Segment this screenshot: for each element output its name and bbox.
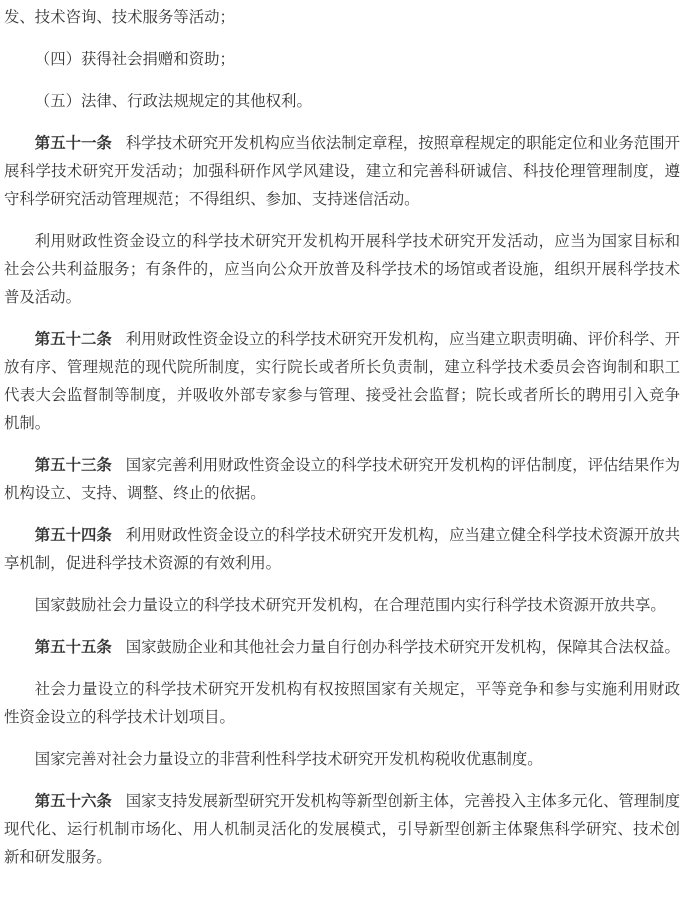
paragraph bbox=[4, 787, 680, 871]
article-number: 第五十一条 bbox=[34, 134, 112, 152]
paragraph-text: （四）获得社会捐赠和资助； bbox=[34, 50, 235, 68]
paragraph-text: 社会力量设立的科学技术研究开发机构有权按照国家有关规定，平等竞争和参与实施利用财政性资金设立的科学技术计划项目。 bbox=[4, 680, 680, 726]
article-number: 第五十六条 bbox=[34, 792, 112, 810]
paragraph-text: 利用财政性资金设立的科学技术研究开发机构，应当建立职责明确、评价科学、开放有序、管理规范的现代院所制度，实行院长或者所长负责制，建立科学技术委员会咨询制和职工代表大会监督制等制度，并吸收外部专家参与管理、接受社会监督；院长或者所长的聘用引入竞争机制。 bbox=[4, 330, 680, 432]
paragraph-text: 国家完善利用财政性资金设立的科学技术研究开发机构的评估制度，评估结果作为机构设立、支持、调整、终止的依据。 bbox=[4, 456, 680, 502]
paragraph bbox=[4, 45, 680, 73]
paragraph bbox=[4, 87, 680, 115]
paragraph bbox=[4, 591, 680, 619]
paragraph bbox=[4, 451, 680, 507]
article-number: 第五十二条 bbox=[34, 330, 112, 348]
document-body bbox=[4, 3, 680, 885]
article-number: 第五十三条 bbox=[34, 456, 112, 474]
paragraph bbox=[4, 745, 680, 773]
paragraph-text: 发、技术咨询、技术服务等活动； bbox=[4, 8, 235, 26]
paragraph bbox=[4, 3, 680, 31]
paragraph-text: 利用财政性资金设立的科学技术研究开发机构开展科学技术研究开发活动，应当为国家目标和社会公共利益服务；有条件的，应当向公众开放普及科学技术的场馆或者设施，组织开展科学技术普及活动。 bbox=[4, 232, 680, 306]
paragraph bbox=[4, 129, 680, 213]
paragraph bbox=[4, 521, 680, 577]
article-number: 第五十五条 bbox=[34, 638, 112, 656]
paragraph-text: 国家支持发展新型研究开发机构等新型创新主体，完善投入主体多元化、管理制度现代化、运行机制市场化、用人机制灵活化的发展模式，引导新型创新主体聚焦科学研究、技术创新和研发服务。 bbox=[4, 792, 680, 866]
paragraph bbox=[4, 325, 680, 437]
article-number: 第五十四条 bbox=[34, 526, 112, 544]
paragraph-text: （五）法律、行政法规规定的其他权利。 bbox=[34, 92, 312, 110]
paragraph bbox=[4, 227, 680, 311]
paragraph-text: 国家完善对社会力量设立的非营利性科学技术研究开发机构税收优惠制度。 bbox=[34, 750, 543, 768]
paragraph-text: 国家鼓励企业和其他社会力量自行创办科学技术研究开发机构，保障其合法权益。 bbox=[125, 638, 680, 656]
paragraph-text: 利用财政性资金设立的科学技术研究开发机构，应当建立健全科学技术资源开放共享机制，促进科学技术资源的有效利用。 bbox=[4, 526, 680, 572]
paragraph-text: 科学技术研究开发机构应当依法制定章程，按照章程规定的职能定位和业务范围开展科学技术研究开发活动；加强科研作风学风建设，建立和完善科研诚信、科技伦理管理制度，遵守科学研究活动管理规范；不得组织、参加、支持迷信活动。 bbox=[4, 134, 680, 208]
paragraph bbox=[4, 675, 680, 731]
paragraph-text: 国家鼓励社会力量设立的科学技术研究开发机构，在合理范围内实行科学技术资源开放共享。 bbox=[34, 596, 666, 614]
paragraph bbox=[4, 633, 680, 661]
